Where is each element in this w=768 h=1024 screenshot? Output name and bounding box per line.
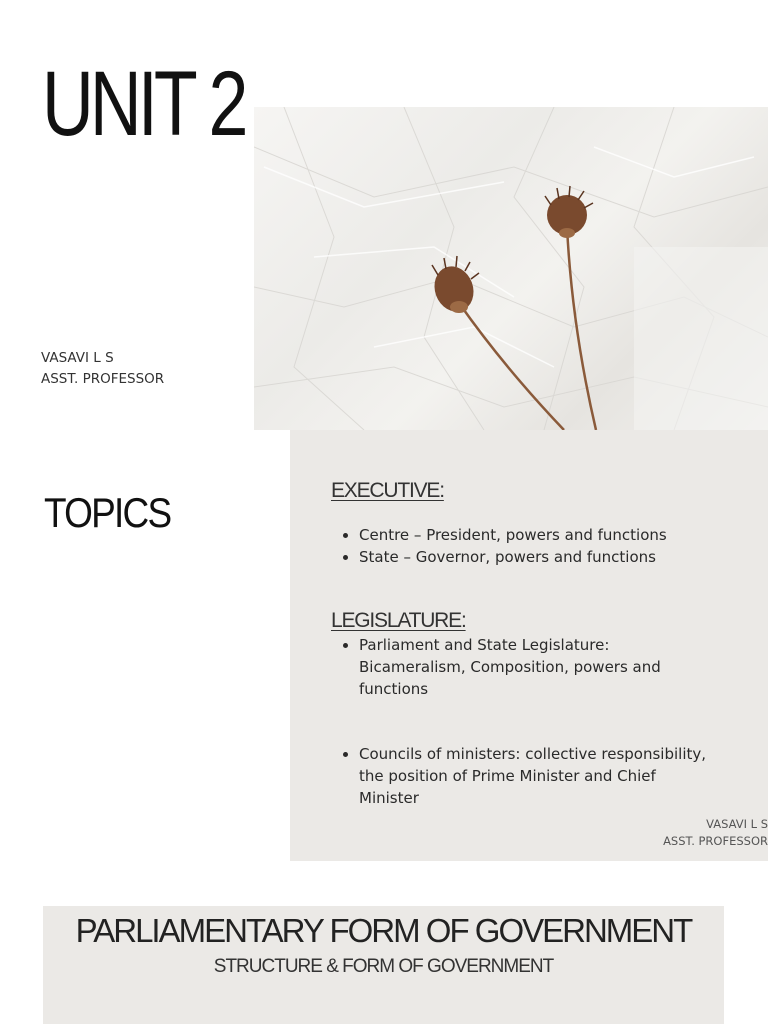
next-page-title: PARLIAMENTARY FORM OF GOVERNMENT: [75, 912, 692, 949]
author-block: [41, 348, 164, 390]
legislature-heading: LEGISLATURE:: [331, 609, 466, 632]
panel-signature: [663, 816, 768, 850]
author-name: VASAVI L S: [41, 350, 114, 366]
list-item: • State – Governor, powers and functions: [359, 546, 759, 568]
signature-role: ASST. PROFESSOR: [663, 834, 768, 848]
topics-heading: TOPICS: [44, 489, 171, 536]
legislature-list: [345, 634, 719, 700]
legislature-list-continued: [345, 743, 719, 809]
next-page-panel: [43, 906, 724, 1024]
unit-title: UNIT 2: [42, 53, 245, 155]
thistle-flower-right: [545, 186, 596, 430]
cover-photo: [254, 107, 768, 430]
topics-panel: [290, 430, 768, 861]
executive-list: [345, 524, 759, 568]
executive-heading: EXECUTIVE:: [331, 479, 444, 502]
author-role: ASST. PROFESSOR: [41, 371, 165, 387]
signature-name: VASAVI L S: [706, 817, 768, 831]
list-item: • Parliament and State Legislature: Bicameralism, Composition, powers and functions: [359, 634, 719, 700]
next-page-subtitle: STRUCTURE & FORM OF GOVERNMENT: [213, 956, 554, 977]
list-item: • Councils of ministers: collective responsibility, the position of Prime Minister and Chief Minister: [359, 743, 719, 809]
list-item: • Centre – President, powers and functions: [359, 524, 759, 546]
